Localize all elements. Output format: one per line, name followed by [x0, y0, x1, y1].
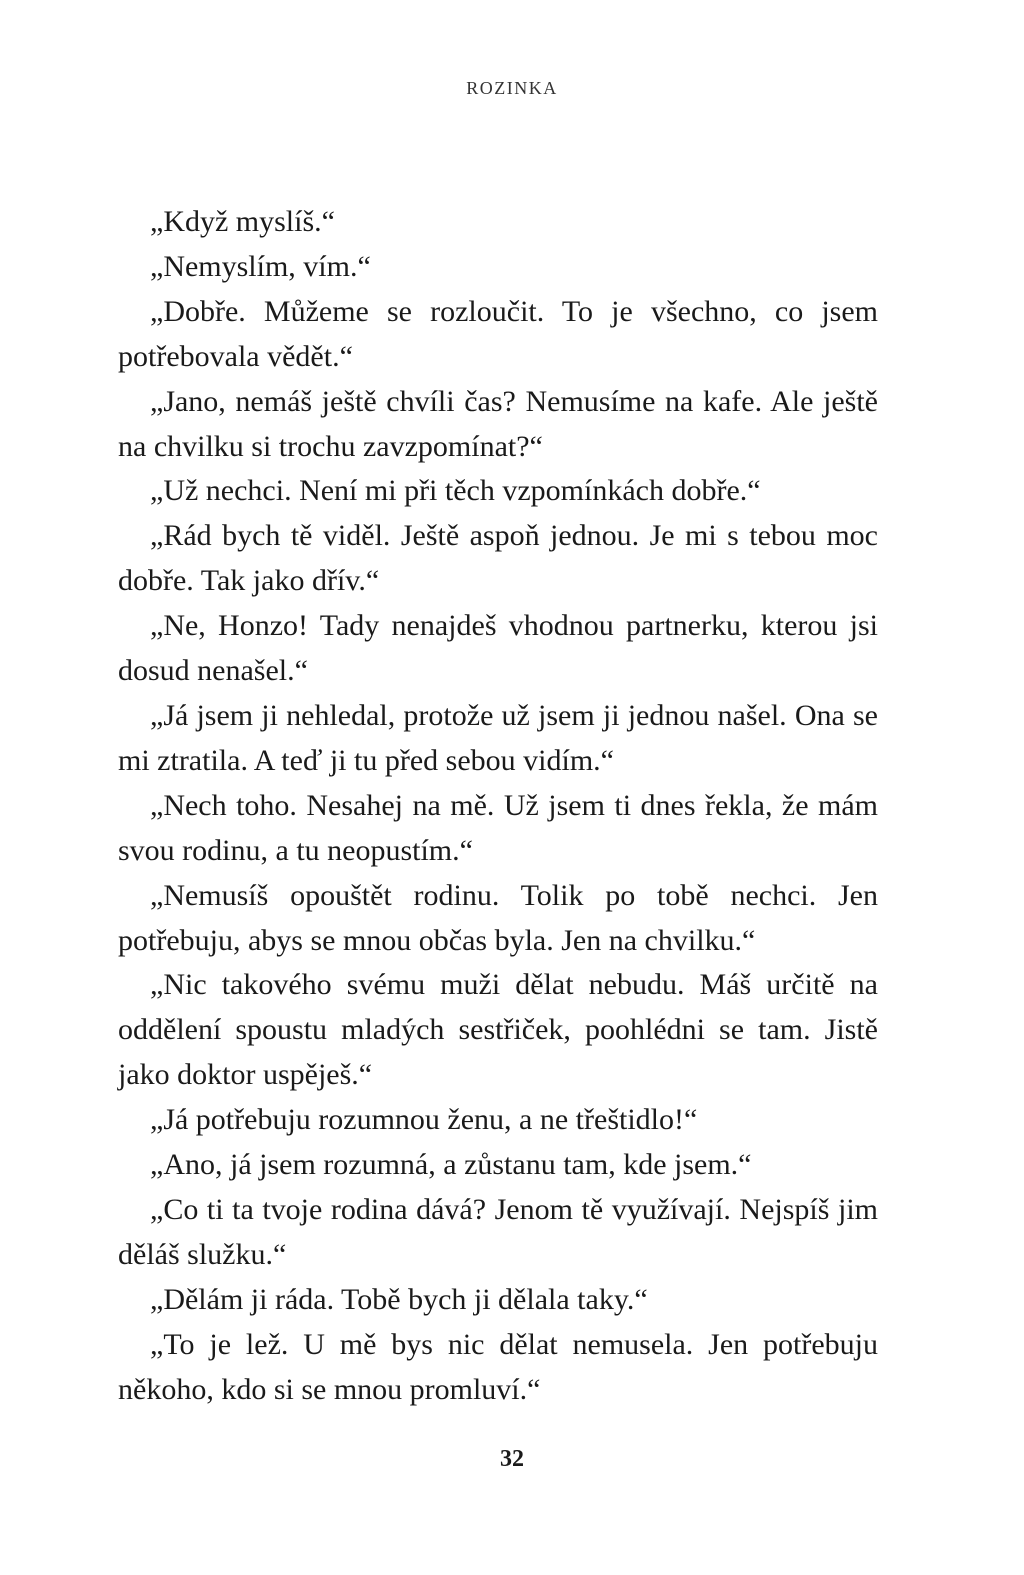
- paragraph: „Rád bych tě viděl. Ještě aspoň jednou. Je mi s tebou moc dobře. Tak jako dřív.“: [118, 519, 878, 598]
- paragraph: „To je lež. U mě bys nic dělat nemusela. Jen potřebuju někoho, kdo si se mnou promluví.“: [118, 1327, 878, 1406]
- text-body: [118, 200, 878, 1412]
- paragraph: „Nech toho. Nesahej na mě. Už jsem ti dnes řekla, že mám svou rodinu, a tu neopustím.“: [118, 788, 878, 867]
- paragraph: „Já jsem ji nehledal, protože už jsem ji jednou našel. Ona se mi ztratila. A teď ji tu před sebou vidím.“: [118, 698, 878, 777]
- paragraph: „Nemyslím, vím.“: [150, 249, 371, 283]
- paragraph: „Ne, Honzo! Tady nenajdeš vhodnou partnerku, kterou jsi dosud nenašel.“: [118, 609, 878, 688]
- paragraph: „Ano, já jsem rozumná, a zůstanu tam, kde jsem.“: [150, 1148, 752, 1182]
- paragraph: „Nic takového svému muži dělat nebudu. Máš určitě na oddělení spoustu mladých sestřiček, poohlédni se tam. Jistě jako doktor uspěješ.“: [118, 968, 878, 1092]
- paragraph: „Dělám ji ráda. Tobě bych ji dělala taky.“: [150, 1282, 648, 1316]
- paragraph: „Co ti ta tvoje rodina dává? Jenom tě využívají. Nejspíš jim děláš služku.“: [118, 1192, 878, 1271]
- paragraph: „Nemusíš opouštět rodinu. Tolik po tobě nechci. Jen potřebuju, abys se mnou občas byla. Jen na chvilku.“: [118, 878, 878, 957]
- running-header: ROZINKA: [466, 78, 558, 98]
- paragraph: „Jano, nemáš ještě chvíli čas? Nemusíme na kafe. Ale ještě na chvilku si trochu zavzpomínat?“: [118, 384, 878, 463]
- paragraph: „Když myslíš.“: [150, 205, 335, 238]
- page-number: 32: [500, 1446, 524, 1472]
- paragraph: „Už nechci. Není mi při těch vzpomínkách dobře.“: [150, 474, 761, 508]
- paragraph: „Já potřebuju rozumnou ženu, a ne třeštidlo!“: [150, 1103, 698, 1137]
- paragraph: „Dobře. Můžeme se rozloučit. To je všechno, co jsem potřebovala vědět.“: [118, 294, 878, 373]
